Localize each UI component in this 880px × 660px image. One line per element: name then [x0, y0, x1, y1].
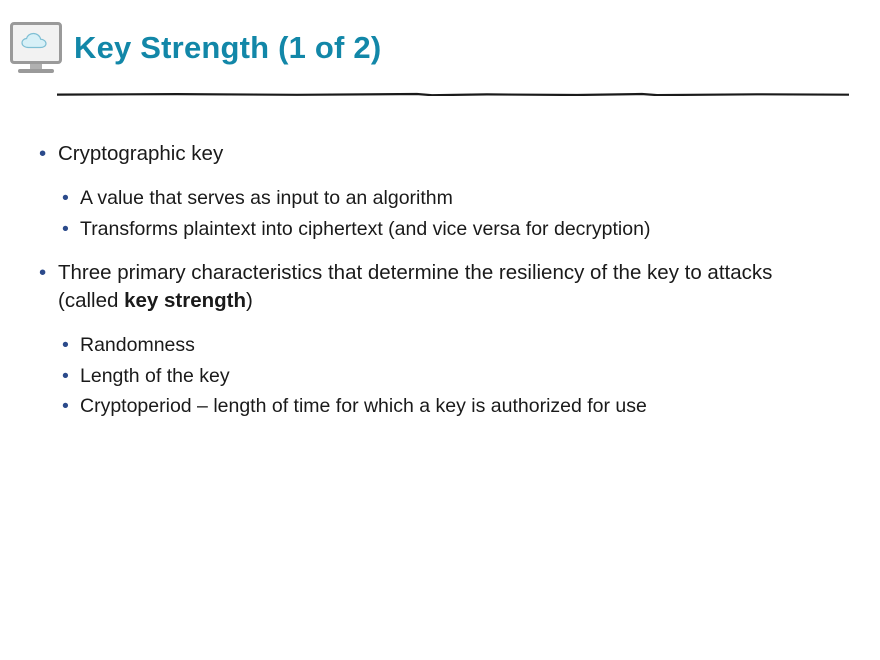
page-title: Key Strength (1 of 2) — [74, 30, 382, 65]
spacer — [0, 319, 880, 332]
bullet-marker: • — [62, 334, 69, 357]
list-item-text: Length of the key — [80, 364, 230, 387]
list-item — [36, 140, 818, 168]
list-item — [36, 259, 818, 316]
bullet-marker: • — [39, 260, 47, 284]
bullet-marker: • — [62, 187, 69, 210]
slide-header — [0, 0, 880, 105]
list-item — [60, 393, 820, 420]
bullet-marker: • — [62, 364, 69, 387]
spacer — [0, 172, 880, 185]
list-item-text: Transforms plaintext into ciphertext (and vice versa for decryption) — [80, 217, 651, 240]
list-item-text: Randomness — [80, 334, 195, 357]
bullet-marker: • — [62, 395, 69, 418]
spacer — [0, 246, 880, 259]
list-item — [60, 332, 820, 359]
list-item-text: A value that serves as input to an algorithm — [80, 187, 453, 210]
list-item-text-after: ) — [246, 289, 253, 313]
list-item — [60, 216, 820, 243]
list-item — [60, 185, 820, 212]
list-item-text-before: Three primary characteristics that determine the resiliency of the key to attacks (called — [58, 260, 773, 313]
title-divider — [57, 92, 849, 96]
list-item — [60, 363, 820, 390]
list-item-text-bold: key strength — [124, 289, 246, 313]
list-item-text: Cryptoperiod – length of time for which a key is authorized for use — [80, 395, 647, 418]
monitor-base — [18, 69, 54, 73]
slide-content — [0, 140, 880, 423]
computer-monitor-cloud-icon — [8, 22, 66, 78]
bullet-marker: • — [62, 217, 69, 240]
list-item-text: Cryptographic key — [58, 142, 224, 165]
cloud-icon — [20, 32, 52, 50]
bullet-marker: • — [39, 142, 47, 165]
